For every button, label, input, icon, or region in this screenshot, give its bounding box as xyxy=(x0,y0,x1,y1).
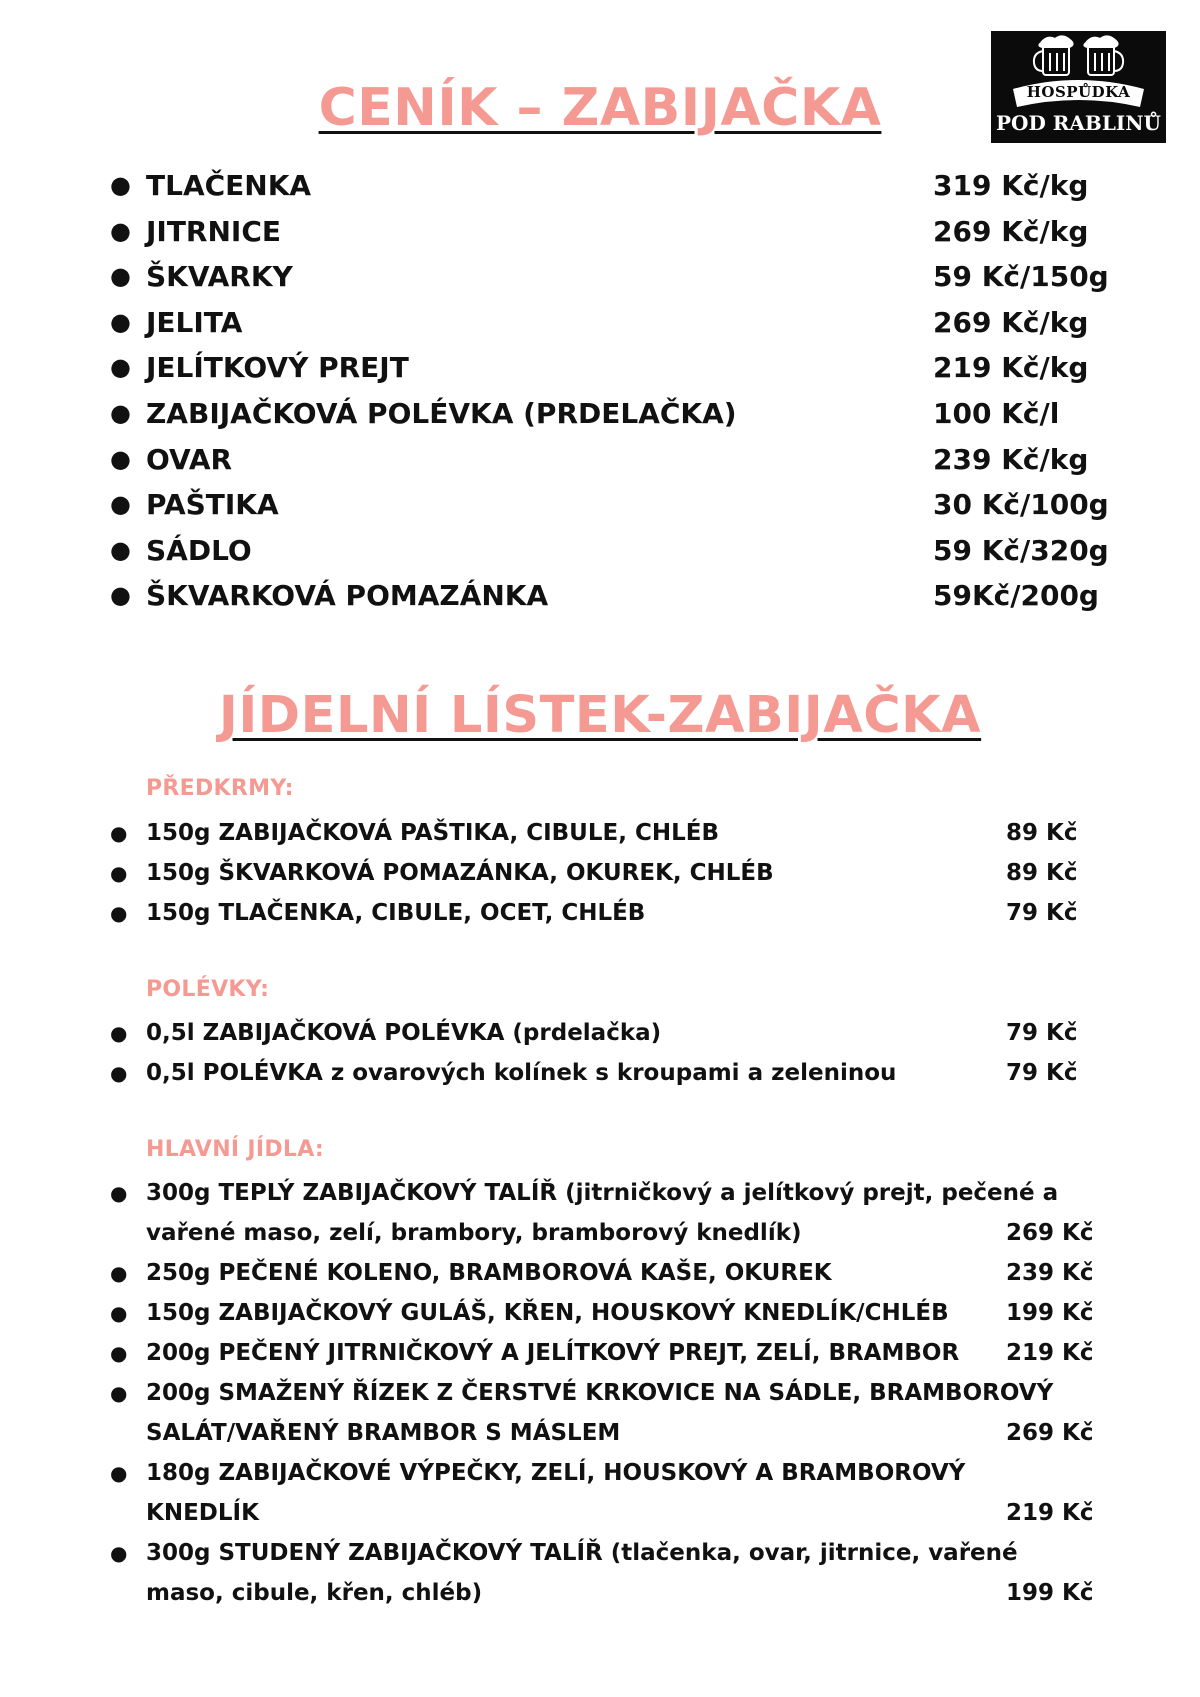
starters-list xyxy=(110,813,1120,933)
item-price: 59 Kč/150g xyxy=(933,260,1109,294)
soups-heading: POLÉVKY: xyxy=(146,977,270,1002)
logo-bottom-text: POD RABLINŮ xyxy=(996,111,1161,135)
item-price: 269 Kč/kg xyxy=(933,305,1089,339)
price-item xyxy=(110,482,1120,528)
item-name: OVAR xyxy=(146,442,233,476)
price-item xyxy=(110,254,1120,300)
mains-heading: HLAVNÍ JÍDLA: xyxy=(146,1137,325,1162)
bullet-icon: ● xyxy=(110,307,131,336)
item-name: ZABIJAČKOVÁ POLÉVKA (PRDELAČKA) xyxy=(146,396,737,430)
menu-item xyxy=(110,813,1120,853)
item-name-line1: 150g ZABIJAČKOVÝ GULÁŠ, KŘEN, HOUSKOVÝ KNEDLÍK/CHLÉB xyxy=(146,1300,949,1326)
item-name: 150g ZABIJAČKOVÁ PAŠTIKA, CIBULE, CHLÉB xyxy=(146,820,719,846)
menu-item xyxy=(110,1453,1120,1533)
item-name: 0,5l ZABIJAČKOVÁ POLÉVKA (prdelačka) xyxy=(146,1020,662,1046)
item-price: 79 Kč xyxy=(1006,900,1078,926)
menu-item xyxy=(110,893,1120,933)
item-name-line1: 200g SMAŽENÝ ŘÍZEK Z ČERSTVÉ KRKOVICE NA SÁDLE, BRAMBOROVÝ xyxy=(146,1380,1054,1406)
item-price: 219 Kč/kg xyxy=(933,351,1089,385)
bullet-icon: ● xyxy=(110,1381,128,1405)
price-item xyxy=(110,573,1120,619)
bullet-icon: ● xyxy=(110,490,131,519)
item-price: 319 Kč/kg xyxy=(933,169,1089,202)
menu-item xyxy=(110,1293,1120,1333)
bullet-icon: ● xyxy=(110,216,131,245)
price-item xyxy=(110,437,1120,483)
bullet-icon: ● xyxy=(110,821,128,845)
price-list xyxy=(110,163,1120,619)
bullet-icon: ● xyxy=(110,1061,128,1085)
item-name: JELITA xyxy=(146,305,243,339)
bullet-icon: ● xyxy=(110,1261,128,1285)
price-item xyxy=(110,209,1120,255)
item-name: ŠKVARKY xyxy=(146,260,293,294)
item-price: 219 Kč xyxy=(1006,1340,1094,1366)
item-name-line1: 250g PEČENÉ KOLENO, BRAMBOROVÁ KAŠE, OKUREK xyxy=(146,1260,832,1286)
price-item xyxy=(110,300,1120,346)
menu-item xyxy=(110,1373,1120,1453)
bullet-icon: ● xyxy=(110,1461,128,1485)
soups-list xyxy=(110,1013,1120,1093)
item-price: 269 Kč xyxy=(1006,1220,1094,1246)
item-name-line1: 300g TEPLÝ ZABIJAČKOVÝ TALÍŘ (jitrničkový a jelítkový prejt, pečené a xyxy=(146,1180,1059,1206)
bullet-icon: ● xyxy=(110,1181,128,1205)
price-item xyxy=(110,528,1120,574)
item-price: 199 Kč xyxy=(1006,1300,1094,1326)
menu-item xyxy=(110,1333,1120,1373)
item-name: JELÍTKOVÝ PREJT xyxy=(146,351,409,385)
bullet-icon: ● xyxy=(110,581,131,610)
item-name: SÁDLO xyxy=(146,533,252,567)
item-name-line2: SALÁT/VAŘENÝ BRAMBOR S MÁSLEM xyxy=(146,1420,621,1446)
item-price: 239 Kč xyxy=(1006,1260,1094,1286)
item-name-line1: 200g PEČENÝ JITRNIČKOVÝ A JELÍTKOVÝ PREJT, ZELÍ, BRAMBOR xyxy=(146,1340,960,1366)
item-price: 59Kč/200g xyxy=(933,579,1099,613)
bullet-icon: ● xyxy=(110,1021,128,1045)
item-price: 239 Kč/kg xyxy=(933,442,1089,476)
item-price: 199 Kč xyxy=(1006,1580,1094,1606)
bullet-icon: ● xyxy=(110,1541,128,1565)
item-name: 0,5l POLÉVKA z ovarových kolínek s kroupami a zeleninou xyxy=(146,1060,897,1086)
menu-title: JÍDELNÍ LÍSTEK-ZABIJAČKA xyxy=(218,686,982,745)
mains-list xyxy=(110,1173,1120,1613)
item-name-line2: KNEDLÍK xyxy=(146,1500,259,1526)
price-item xyxy=(110,391,1120,437)
menu-item xyxy=(110,1253,1120,1293)
item-name: 150g ŠKVARKOVÁ POMAZÁNKA, OKUREK, CHLÉB xyxy=(146,860,774,886)
item-price: 79 Kč xyxy=(1006,1020,1078,1046)
starters-heading: PŘEDKRMY: xyxy=(146,776,294,801)
item-name: TLAČENKA xyxy=(146,169,312,202)
item-price: 219 Kč xyxy=(1006,1500,1094,1526)
item-price: 89 Kč xyxy=(1006,860,1078,886)
item-name-line1: 180g ZABIJAČKOVÉ VÝPEČKY, ZELÍ, HOUSKOVÝ A BRAMBOROVÝ xyxy=(146,1460,966,1486)
bullet-icon: ● xyxy=(110,398,131,427)
item-name: JITRNICE xyxy=(146,214,282,248)
bullet-icon: ● xyxy=(110,1301,128,1325)
bullet-icon: ● xyxy=(110,444,131,473)
item-price: 100 Kč/l xyxy=(933,396,1060,430)
bullet-icon: ● xyxy=(110,535,131,564)
item-name-line1: 300g STUDENÝ ZABIJAČKOVÝ TALÍŘ (tlačenka, ovar, jitrnice, vařené xyxy=(146,1540,1018,1566)
bullet-icon: ● xyxy=(110,171,131,199)
item-price: 269 Kč xyxy=(1006,1420,1094,1446)
bullet-icon: ● xyxy=(110,1341,128,1365)
logo-top-text: HOSPŮDKA xyxy=(1026,83,1131,101)
bullet-icon: ● xyxy=(110,901,128,925)
price-item xyxy=(110,163,1120,209)
price-item xyxy=(110,345,1120,391)
item-name: 150g TLAČENKA, CIBULE, OCET, CHLÉB xyxy=(146,900,646,926)
item-name-line2: maso, cibule, křen, chléb) xyxy=(146,1580,483,1606)
menu-item xyxy=(110,1053,1120,1093)
item-price: 30 Kč/100g xyxy=(933,488,1109,522)
bullet-icon: ● xyxy=(110,353,131,382)
menu-item xyxy=(110,1173,1120,1253)
menu-item xyxy=(110,1533,1120,1613)
price-list-title: CENÍK – ZABIJAČKA xyxy=(318,78,882,138)
menu-item xyxy=(110,853,1120,893)
item-price: 89 Kč xyxy=(1006,820,1078,846)
item-price: 59 Kč/320g xyxy=(933,533,1109,567)
item-name-line2: vařené maso, zelí, brambory, bramborový knedlík) xyxy=(146,1220,802,1246)
item-price: 269 Kč/kg xyxy=(933,214,1089,248)
item-name: PAŠTIKA xyxy=(146,488,279,522)
bullet-icon: ● xyxy=(110,262,131,291)
bullet-icon: ● xyxy=(110,861,128,885)
menu-item xyxy=(110,1013,1120,1053)
item-name: ŠKVARKOVÁ POMAZÁNKA xyxy=(146,579,549,613)
item-price: 79 Kč xyxy=(1006,1060,1078,1086)
